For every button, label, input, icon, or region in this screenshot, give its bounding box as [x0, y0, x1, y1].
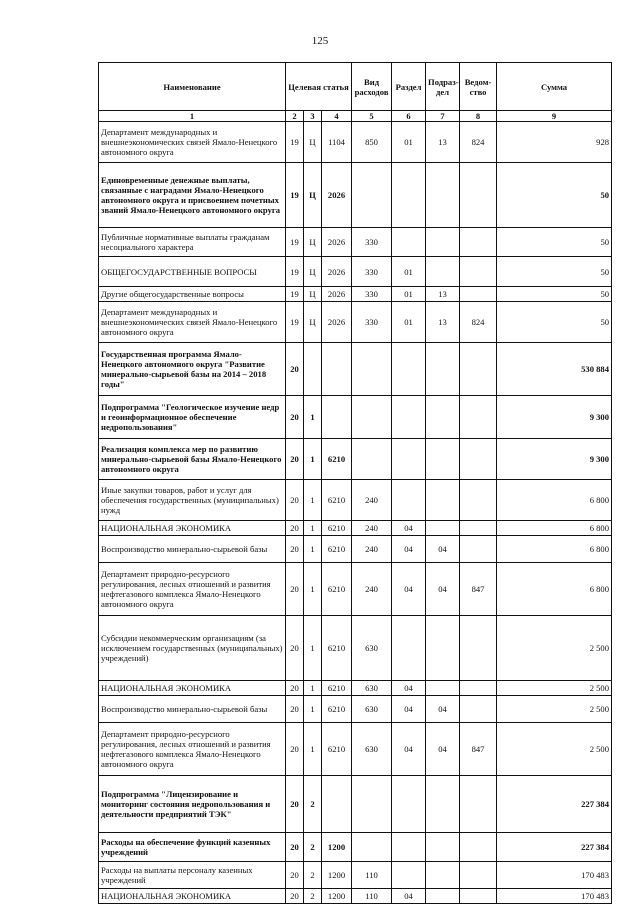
- row-target-program: 20: [286, 521, 304, 536]
- row-subsection: 13: [426, 287, 460, 302]
- row-section: [392, 396, 426, 439]
- row-department: 847: [460, 723, 497, 776]
- row-target-code: 6210: [322, 521, 352, 536]
- row-target-program: 19: [286, 122, 304, 163]
- row-section: 04: [392, 536, 426, 563]
- col-number: 3: [304, 111, 322, 122]
- row-target-code: 2026: [322, 228, 352, 257]
- row-expense-type: [352, 833, 392, 862]
- row-target-subprogram: 1: [304, 681, 322, 696]
- row-target-code: 6210: [322, 681, 352, 696]
- row-section: [392, 439, 426, 480]
- row-subsection: [426, 163, 460, 228]
- row-target-program: 20: [286, 536, 304, 563]
- row-expense-type: [352, 776, 392, 833]
- row-name: Единовременные денежные выплаты, связанные с наградами Ямало-Ненецкого автономного округа и присвоением почетных званий Ямало-Ненецкого автономного округа: [99, 163, 286, 228]
- row-section: 01: [392, 122, 426, 163]
- row-subsection: 04: [426, 696, 460, 723]
- col-number: 2: [286, 111, 304, 122]
- table-header: [99, 63, 612, 111]
- row-target-code: 6210: [322, 536, 352, 563]
- row-expense-type: 240: [352, 521, 392, 536]
- row-department: [460, 776, 497, 833]
- row-department: [460, 287, 497, 302]
- row-target-code: 6210: [322, 696, 352, 723]
- row-section: [392, 228, 426, 257]
- budget-table: [98, 62, 612, 904]
- row-subsection: 13: [426, 302, 460, 343]
- row-target-subprogram: Ц: [304, 163, 322, 228]
- row-expense-type: 240: [352, 480, 392, 521]
- row-name: Департамент природно-ресурсного регулирования, лесных отношений и развития нефтегазового комплекса Ямало-Ненецкого автономного округа: [99, 563, 286, 616]
- table-row: [99, 396, 612, 439]
- row-sum: 928: [497, 122, 612, 163]
- table-row: [99, 776, 612, 833]
- row-target-program: 20: [286, 616, 304, 681]
- table-row: [99, 480, 612, 521]
- row-sum: 530 884: [497, 343, 612, 396]
- row-expense-type: [352, 343, 392, 396]
- row-target-subprogram: 2: [304, 889, 322, 904]
- row-name: ОБЩЕГОСУДАРСТВЕННЫЕ ВОПРОСЫ: [99, 257, 286, 287]
- row-department: 847: [460, 563, 497, 616]
- row-department: [460, 862, 497, 889]
- col-number: 4: [322, 111, 352, 122]
- row-subsection: [426, 681, 460, 696]
- table-row: [99, 889, 612, 904]
- row-expense-type: [352, 163, 392, 228]
- row-target-program: 20: [286, 396, 304, 439]
- row-sum: 170 483: [497, 862, 612, 889]
- row-target-program: 20: [286, 343, 304, 396]
- row-target-subprogram: 1: [304, 396, 322, 439]
- row-section: 04: [392, 521, 426, 536]
- row-subsection: 04: [426, 723, 460, 776]
- row-expense-type: 330: [352, 302, 392, 343]
- table-row: [99, 163, 612, 228]
- row-sum: 9 300: [497, 439, 612, 480]
- row-name: Субсидии некоммерческим организациям (за исключением государственных (муниципальных) учреждений): [99, 616, 286, 681]
- col-number: 9: [497, 111, 612, 122]
- row-subsection: [426, 480, 460, 521]
- row-department: [460, 681, 497, 696]
- row-expense-type: 110: [352, 889, 392, 904]
- row-department: [460, 439, 497, 480]
- row-section: 01: [392, 302, 426, 343]
- row-expense-type: 630: [352, 616, 392, 681]
- row-target-program: 19: [286, 302, 304, 343]
- page-number: 125: [311, 35, 329, 47]
- row-subsection: 04: [426, 563, 460, 616]
- row-department: [460, 228, 497, 257]
- row-sum: 50: [497, 228, 612, 257]
- row-department: [460, 696, 497, 723]
- col-number: 1: [99, 111, 286, 122]
- row-sum: 9 300: [497, 396, 612, 439]
- table-row: [99, 696, 612, 723]
- row-name: Расходы на обеспечение функций казенных учреждений: [99, 833, 286, 862]
- row-department: [460, 833, 497, 862]
- row-target-code: 1200: [322, 862, 352, 889]
- row-section: [392, 776, 426, 833]
- table-row: [99, 302, 612, 343]
- row-subsection: [426, 776, 460, 833]
- row-subsection: [426, 521, 460, 536]
- row-subsection: [426, 439, 460, 480]
- table-row: [99, 833, 612, 862]
- row-name: НАЦИОНАЛЬНАЯ ЭКОНОМИКА: [99, 889, 286, 904]
- row-target-subprogram: 1: [304, 616, 322, 681]
- row-target-subprogram: 2: [304, 833, 322, 862]
- row-section: 04: [392, 696, 426, 723]
- row-expense-type: 630: [352, 696, 392, 723]
- row-sum: 50: [497, 302, 612, 343]
- table-row: [99, 122, 612, 163]
- row-target-subprogram: [304, 343, 322, 396]
- row-target-program: 19: [286, 228, 304, 257]
- col-number: 8: [460, 111, 497, 122]
- row-section: 01: [392, 257, 426, 287]
- table-row: [99, 862, 612, 889]
- header-dept: Ведом-ство: [460, 63, 497, 111]
- row-sum: 2 500: [497, 616, 612, 681]
- row-section: 04: [392, 723, 426, 776]
- row-sum: 50: [497, 287, 612, 302]
- row-department: [460, 163, 497, 228]
- row-section: [392, 480, 426, 521]
- row-expense-type: 330: [352, 287, 392, 302]
- row-expense-type: 240: [352, 563, 392, 616]
- row-target-code: 6210: [322, 563, 352, 616]
- row-target-code: 6210: [322, 616, 352, 681]
- row-name: НАЦИОНАЛЬНАЯ ЭКОНОМИКА: [99, 521, 286, 536]
- table-row: [99, 228, 612, 257]
- header-section: Раздел: [392, 63, 426, 111]
- row-section: [392, 343, 426, 396]
- row-target-code: 1104: [322, 122, 352, 163]
- row-target-code: 2026: [322, 257, 352, 287]
- row-subsection: [426, 257, 460, 287]
- row-section: [392, 163, 426, 228]
- row-target-subprogram: Ц: [304, 122, 322, 163]
- row-expense-type: 630: [352, 723, 392, 776]
- row-target-subprogram: 1: [304, 521, 322, 536]
- row-target-program: 20: [286, 833, 304, 862]
- row-target-code: 6210: [322, 480, 352, 521]
- row-target-subprogram: 1: [304, 536, 322, 563]
- row-subsection: 13: [426, 122, 460, 163]
- row-sum: 6 800: [497, 563, 612, 616]
- row-target-code: 1200: [322, 889, 352, 904]
- row-section: [392, 862, 426, 889]
- row-name: Иные закупки товаров, работ и услуг для обеспечения государственных (муниципальных) нужд: [99, 480, 286, 521]
- row-section: 04: [392, 563, 426, 616]
- row-expense-type: 110: [352, 862, 392, 889]
- row-subsection: [426, 396, 460, 439]
- row-department: [460, 889, 497, 904]
- row-sum: 50: [497, 257, 612, 287]
- row-expense-type: 630: [352, 681, 392, 696]
- row-name: Расходы на выплаты персоналу казенных учреждений: [99, 862, 286, 889]
- row-subsection: [426, 889, 460, 904]
- table-row: [99, 439, 612, 480]
- row-expense-type: 330: [352, 228, 392, 257]
- row-sum: 6 800: [497, 521, 612, 536]
- row-target-code: 6210: [322, 439, 352, 480]
- row-department: [460, 616, 497, 681]
- row-target-code: [322, 776, 352, 833]
- row-sum: 2 500: [497, 696, 612, 723]
- row-target-code: 1200: [322, 833, 352, 862]
- row-target-code: 2026: [322, 287, 352, 302]
- row-section: 04: [392, 681, 426, 696]
- row-target-program: 20: [286, 563, 304, 616]
- row-expense-type: 850: [352, 122, 392, 163]
- row-target-program: 20: [286, 862, 304, 889]
- row-sum: 2 500: [497, 723, 612, 776]
- row-name: Публичные нормативные выплаты гражданам несоциального характера: [99, 228, 286, 257]
- row-target-code: 2026: [322, 163, 352, 228]
- row-section: [392, 833, 426, 862]
- row-department: [460, 521, 497, 536]
- header-target: Целевая статья: [286, 63, 352, 111]
- row-target-code: [322, 396, 352, 439]
- row-department: [460, 343, 497, 396]
- row-sum: 6 800: [497, 536, 612, 563]
- table-row: [99, 616, 612, 681]
- row-department: [460, 536, 497, 563]
- col-number: 6: [392, 111, 426, 122]
- row-target-subprogram: 2: [304, 776, 322, 833]
- row-sum: 2 500: [497, 681, 612, 696]
- row-name: Другие общегосударственные вопросы: [99, 287, 286, 302]
- row-name: Департамент природно-ресурсного регулирования, лесных отношений и развития нефтегазового комплекса Ямало-Ненецкого автономного округа: [99, 723, 286, 776]
- row-name: Государственная программа Ямало-Ненецкого автономного округа "Развитие минерально-сырьевой базы на 2014 – 2018 годы": [99, 343, 286, 396]
- row-target-program: 20: [286, 480, 304, 521]
- row-name: Департамент международных и внешнеэкономических связей Ямало-Ненецкого автономного округа: [99, 302, 286, 343]
- row-sum: 170 483: [497, 889, 612, 904]
- row-expense-type: 330: [352, 257, 392, 287]
- row-target-subprogram: Ц: [304, 287, 322, 302]
- row-expense-type: [352, 439, 392, 480]
- row-sum: 50: [497, 163, 612, 228]
- row-target-program: 20: [286, 439, 304, 480]
- row-target-code: 6210: [322, 723, 352, 776]
- row-department: [460, 396, 497, 439]
- row-target-subprogram: 1: [304, 439, 322, 480]
- row-name: Подпрограмма "Геологическое изучение недр и геоинформационное обеспечение недропользования": [99, 396, 286, 439]
- row-name: Реализация комплекса мер по развитию минерально-сырьевой базы Ямало-Ненецкого автономного округа: [99, 439, 286, 480]
- row-target-program: 20: [286, 681, 304, 696]
- col-number: 7: [426, 111, 460, 122]
- row-target-subprogram: Ц: [304, 302, 322, 343]
- row-target-subprogram: Ц: [304, 257, 322, 287]
- row-name: НАЦИОНАЛЬНАЯ ЭКОНОМИКА: [99, 681, 286, 696]
- row-name: Департамент международных и внешнеэкономических связей Ямало-Ненецкого автономного округа: [99, 122, 286, 163]
- row-subsection: [426, 616, 460, 681]
- header-subsection: Подраз-дел: [426, 63, 460, 111]
- row-target-program: 19: [286, 287, 304, 302]
- table-row: [99, 723, 612, 776]
- row-subsection: [426, 343, 460, 396]
- row-subsection: 04: [426, 536, 460, 563]
- table-row: [99, 257, 612, 287]
- row-target-code: [322, 343, 352, 396]
- column-numbers-row: [99, 111, 612, 122]
- table-row: [99, 536, 612, 563]
- row-name: Воспроизводство минерально-сырьевой базы: [99, 536, 286, 563]
- row-target-subprogram: 1: [304, 480, 322, 521]
- row-target-subprogram: 1: [304, 696, 322, 723]
- header-name: Наименование: [99, 63, 286, 111]
- row-section: 01: [392, 287, 426, 302]
- row-target-subprogram: Ц: [304, 228, 322, 257]
- row-target-subprogram: 1: [304, 563, 322, 616]
- row-department: [460, 480, 497, 521]
- table-row: [99, 563, 612, 616]
- row-department: [460, 257, 497, 287]
- table-row: [99, 521, 612, 536]
- row-target-code: 2026: [322, 302, 352, 343]
- row-target-subprogram: 2: [304, 862, 322, 889]
- col-number: 5: [352, 111, 392, 122]
- table-row: [99, 287, 612, 302]
- table-row: [99, 343, 612, 396]
- row-section: [392, 616, 426, 681]
- row-subsection: [426, 833, 460, 862]
- table-body: [99, 122, 612, 904]
- row-sum: 227 384: [497, 833, 612, 862]
- row-expense-type: [352, 396, 392, 439]
- row-subsection: [426, 862, 460, 889]
- row-target-program: 20: [286, 776, 304, 833]
- row-sum: 227 384: [497, 776, 612, 833]
- row-target-program: 20: [286, 723, 304, 776]
- row-name: Подпрограмма "Лицензирование и мониторинг состояния недропользования и деятельности предприятий ТЭК": [99, 776, 286, 833]
- row-subsection: [426, 228, 460, 257]
- row-target-program: 19: [286, 163, 304, 228]
- header-type: Вид расходов: [352, 63, 392, 111]
- row-section: 04: [392, 889, 426, 904]
- row-expense-type: 240: [352, 536, 392, 563]
- row-target-program: 19: [286, 257, 304, 287]
- row-department: 824: [460, 122, 497, 163]
- row-sum: 6 800: [497, 480, 612, 521]
- table-row: [99, 681, 612, 696]
- header-sum: Сумма: [497, 63, 612, 111]
- row-target-subprogram: 1: [304, 723, 322, 776]
- row-target-program: 20: [286, 696, 304, 723]
- row-name: Воспроизводство минерально-сырьевой базы: [99, 696, 286, 723]
- row-target-program: 20: [286, 889, 304, 904]
- row-department: 824: [460, 302, 497, 343]
